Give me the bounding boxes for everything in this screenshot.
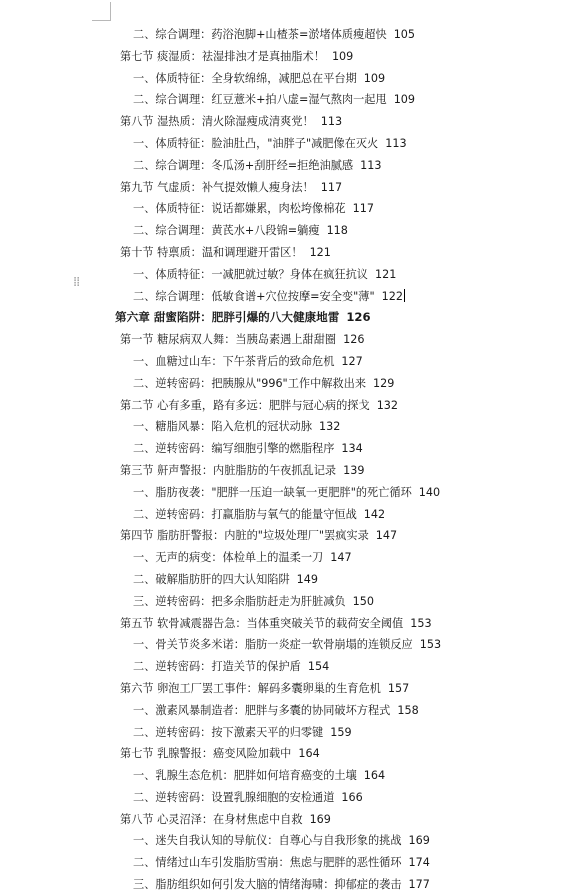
toc-sub-entry[interactable] — [0, 351, 572, 373]
toc-sub-entry[interactable] — [0, 787, 572, 809]
toc-entry-title: 三、脂肪组织如何引发大脑的情绪海啸：抑郁症的袭击 — [133, 878, 402, 892]
toc-section-entry[interactable] — [0, 678, 572, 700]
toc-entry-title: 二、破解脂肪肝的四大认知陷阱 — [133, 572, 290, 586]
toc-entry-title: 一、无声的病变：体检单上的温柔一刀 — [133, 551, 324, 565]
toc-entry-title: 二、综合调理：红豆薏米+拍八虚=湿气熬肉一起甩 — [133, 93, 387, 107]
toc-entry-page-number: 109 — [393, 93, 416, 107]
toc-entry-title: 一、体质特征：说话都嫌累，肉松垮像棉花 — [133, 202, 346, 216]
toc-entry-title: 二、逆转密码：编写细胞引擎的燃脂程序 — [133, 442, 335, 456]
toc-sub-entry[interactable] — [0, 700, 572, 722]
toc-sub-entry[interactable] — [0, 133, 572, 155]
toc-entry-title: 二、综合调理：黄芪水+八段锦=躺瘦 — [133, 224, 320, 238]
toc-entry-page-number: 166 — [341, 790, 363, 804]
toc-entry-page-number: 169 — [309, 812, 331, 826]
toc-entry-title: 第五节 软骨减震器告急：当体重突破关节的载荷安全阈值 — [120, 616, 404, 630]
toc-entry-page-number: 117 — [320, 180, 343, 194]
toc-entry-title: 第八节 湿热质：清火除湿瘦成清爽党！ — [120, 115, 314, 129]
toc-sub-entry[interactable] — [0, 68, 572, 90]
toc-section-entry[interactable] — [0, 177, 572, 199]
text-cursor — [404, 289, 405, 302]
toc-entry-title: 一、激素风暴制造者：肥胖与多囊的协同破坏方程式 — [133, 703, 391, 717]
toc-entry-page-number: 177 — [408, 878, 430, 892]
toc-entry-page-number: 109 — [363, 71, 386, 85]
toc-entry-page-number: 121 — [374, 267, 397, 281]
toc-sub-entry[interactable] — [0, 656, 572, 678]
toc-entry-page-number: 157 — [387, 681, 410, 695]
toc-sub-entry[interactable] — [0, 24, 572, 46]
toc-entry-page-number: 140 — [418, 485, 441, 499]
toc-section-entry[interactable] — [0, 460, 572, 482]
toc-entry-page-number: 164 — [298, 747, 320, 761]
toc-entry-page-number: 142 — [363, 507, 386, 521]
toc-entry-title: 第七节 乳腺警报：癌变风险加载中 — [120, 747, 292, 761]
toc-sub-entry[interactable] — [0, 504, 572, 526]
toc-sub-entry[interactable] — [0, 264, 572, 286]
toc-entry-title: 二、综合调理：药浴泡脚+山楂茶=淤堵体质瘦超快 — [133, 28, 387, 41]
toc-entry-page-number: 113 — [320, 115, 343, 129]
toc-entry-title: 二、情绪过山车引发脂肪雪崩：焦虑与肥胖的恶性循环 — [133, 856, 402, 870]
toc-entry-page-number: 122 — [381, 289, 403, 303]
toc-entry-title: 第六章 甜蜜陷阱：肥胖引爆的八大健康地雷 — [115, 310, 340, 325]
toc-sub-entry[interactable] — [0, 765, 572, 787]
toc-sub-entry[interactable] — [0, 722, 572, 744]
toc-entry-page-number: 118 — [326, 224, 348, 238]
toc-section-entry[interactable] — [0, 809, 572, 831]
toc-section-entry[interactable] — [0, 329, 572, 351]
toc-entry-page-number: 113 — [360, 158, 382, 172]
toc-entry-page-number: 121 — [309, 245, 331, 259]
toc-entry-title: 第三节 鼾声警报：内脏脂肪的午夜抓乱记录 — [120, 463, 337, 477]
toc-entry-page-number: 147 — [375, 529, 398, 543]
toc-sub-entry[interactable] — [0, 438, 572, 460]
toc-section-entry[interactable] — [0, 46, 572, 68]
toc-chapter-entry[interactable] — [0, 307, 572, 329]
toc-entry-title: 二、逆转密码：设置乳腺细胞的安检通道 — [133, 790, 335, 804]
table-of-contents — [0, 24, 572, 896]
toc-entry-title: 第七节 痰湿质：祛湿排浊才是真抽脂术！ — [120, 49, 325, 63]
toc-sub-entry[interactable] — [0, 874, 572, 896]
toc-entry-title: 一、糖脂风暴：陷入危机的冠状动脉 — [133, 420, 313, 434]
toc-entry-page-number: 132 — [376, 398, 399, 412]
toc-entry-title: 二、综合调理：冬瓜汤+刮肝经=拒绝油腻感 — [133, 158, 354, 172]
toc-entry-title: 二、逆转密码：按下激素天平的归零键 — [133, 725, 324, 739]
toc-entry-title: 第一节 糖尿病双人舞：当胰岛素遇上甜甜圈 — [120, 333, 337, 347]
toc-sub-entry[interactable] — [0, 547, 572, 569]
toc-entry-page-number: 113 — [385, 136, 407, 150]
toc-entry-page-number: 105 — [393, 28, 416, 41]
toc-entry-title: 二、综合调理：低敏食谱+穴位按摩=安全变"薄" — [133, 289, 375, 303]
toc-entry-page-number: 126 — [346, 310, 371, 325]
toc-entry-page-number: 109 — [331, 49, 354, 63]
toc-entry-page-number: 149 — [296, 572, 318, 586]
toc-entry-title: 一、乳腺生态危机：肥胖如何培育癌变的土壤 — [133, 769, 357, 783]
drag-handle-icon[interactable]: ⁞⁞ — [73, 275, 80, 290]
toc-entry-title: 第八节 心灵沼泽：在身材焦虑中自救 — [120, 812, 303, 826]
toc-entry-title: 一、血糖过山车：下午茶背后的致命危机 — [133, 354, 335, 368]
toc-sub-entry[interactable] — [0, 569, 572, 591]
toc-sub-entry[interactable] — [0, 220, 572, 242]
toc-entry-title: 二、逆转密码：打赢脂肪与氧气的能量守恒战 — [133, 507, 357, 521]
toc-sub-entry[interactable] — [0, 155, 572, 177]
toc-entry-page-number: 127 — [341, 354, 363, 368]
toc-section-entry[interactable] — [0, 743, 572, 765]
toc-entry-title: 二、逆转密码：打造关节的保护盾 — [133, 660, 301, 674]
toc-entry-page-number: 117 — [352, 202, 374, 216]
toc-entry-title: 一、体质特征：全身软绵绵，减肥总在平台期 — [133, 71, 357, 85]
toc-sub-entry[interactable] — [0, 482, 572, 504]
toc-sub-entry[interactable] — [0, 89, 572, 111]
toc-entry-page-number: 134 — [341, 442, 363, 456]
toc-entry-title: 第二节 心有多重，路有多远：肥胖与冠心病的探戈 — [120, 398, 370, 412]
toc-entry-page-number: 153 — [410, 616, 432, 630]
toc-section-entry[interactable] — [0, 242, 572, 264]
toc-sub-entry[interactable] — [0, 830, 572, 852]
toc-entry-page-number: 169 — [408, 834, 430, 848]
toc-sub-entry[interactable] — [0, 591, 572, 613]
toc-entry-page-number: 150 — [352, 594, 374, 608]
toc-entry-title: 一、体质特征：脸油肚凸，"油胖子"减肥像在灭火 — [133, 136, 379, 150]
toc-entry-title: 一、体质特征：一减肥就过敏？身体在疯狂抗议 — [133, 267, 368, 281]
toc-entry-title: 三、逆转密码：把多余脂肪赶走为肝脏减负 — [133, 594, 346, 608]
toc-entry-title: 第六节 卵泡工厂罢工事件：解码多囊卵巢的生育危机 — [120, 681, 381, 695]
page-corner-mark — [92, 2, 111, 21]
toc-section-entry[interactable] — [0, 111, 572, 133]
toc-entry-page-number: 159 — [330, 725, 352, 739]
toc-sub-entry[interactable] — [0, 416, 572, 438]
toc-entry-title: 二、逆转密码：把胰腺从"996"工作中解救出来 — [133, 376, 367, 390]
toc-section-entry[interactable] — [0, 525, 572, 547]
toc-entry-title: 第十节 特禀质：温和调理避开雷区！ — [120, 245, 303, 259]
toc-entry-page-number: 164 — [363, 769, 386, 783]
toc-entry-page-number: 153 — [419, 638, 442, 652]
toc-entry-page-number: 139 — [343, 463, 365, 477]
toc-section-entry[interactable] — [0, 395, 572, 417]
toc-entry-title: 第九节 气虚质：补气提效懒人瘦身法！ — [120, 180, 314, 194]
toc-entry-title: 第四节 脂肪肝警报：内脏的"垃圾处理厂"罢疯实录 — [120, 529, 369, 543]
toc-entry-title: 一、骨关节炎多米诺：脂肪一炎症一软骨崩塌的连锁反应 — [133, 638, 413, 652]
toc-entry-page-number: 174 — [408, 856, 430, 870]
toc-entry-page-number: 147 — [330, 551, 352, 565]
toc-sub-entry[interactable] — [0, 198, 572, 220]
toc-entry-title: 一、迷失自我认知的导航仪：自尊心与自我形象的挑战 — [133, 834, 402, 848]
toc-entry-page-number: 158 — [397, 703, 419, 717]
toc-entry-page-number: 132 — [319, 420, 341, 434]
toc-entry-title: 一、脂肪夜袭："肥胖一压迫一缺氧一更肥胖"的死亡循环 — [133, 485, 412, 499]
toc-sub-entry[interactable] — [0, 286, 572, 308]
toc-entry-page-number: 154 — [307, 660, 330, 674]
toc-sub-entry[interactable] — [0, 634, 572, 656]
toc-section-entry[interactable] — [0, 613, 572, 635]
toc-sub-entry[interactable] — [0, 373, 572, 395]
toc-entry-page-number: 126 — [343, 333, 365, 347]
toc-entry-page-number: 129 — [373, 376, 395, 390]
